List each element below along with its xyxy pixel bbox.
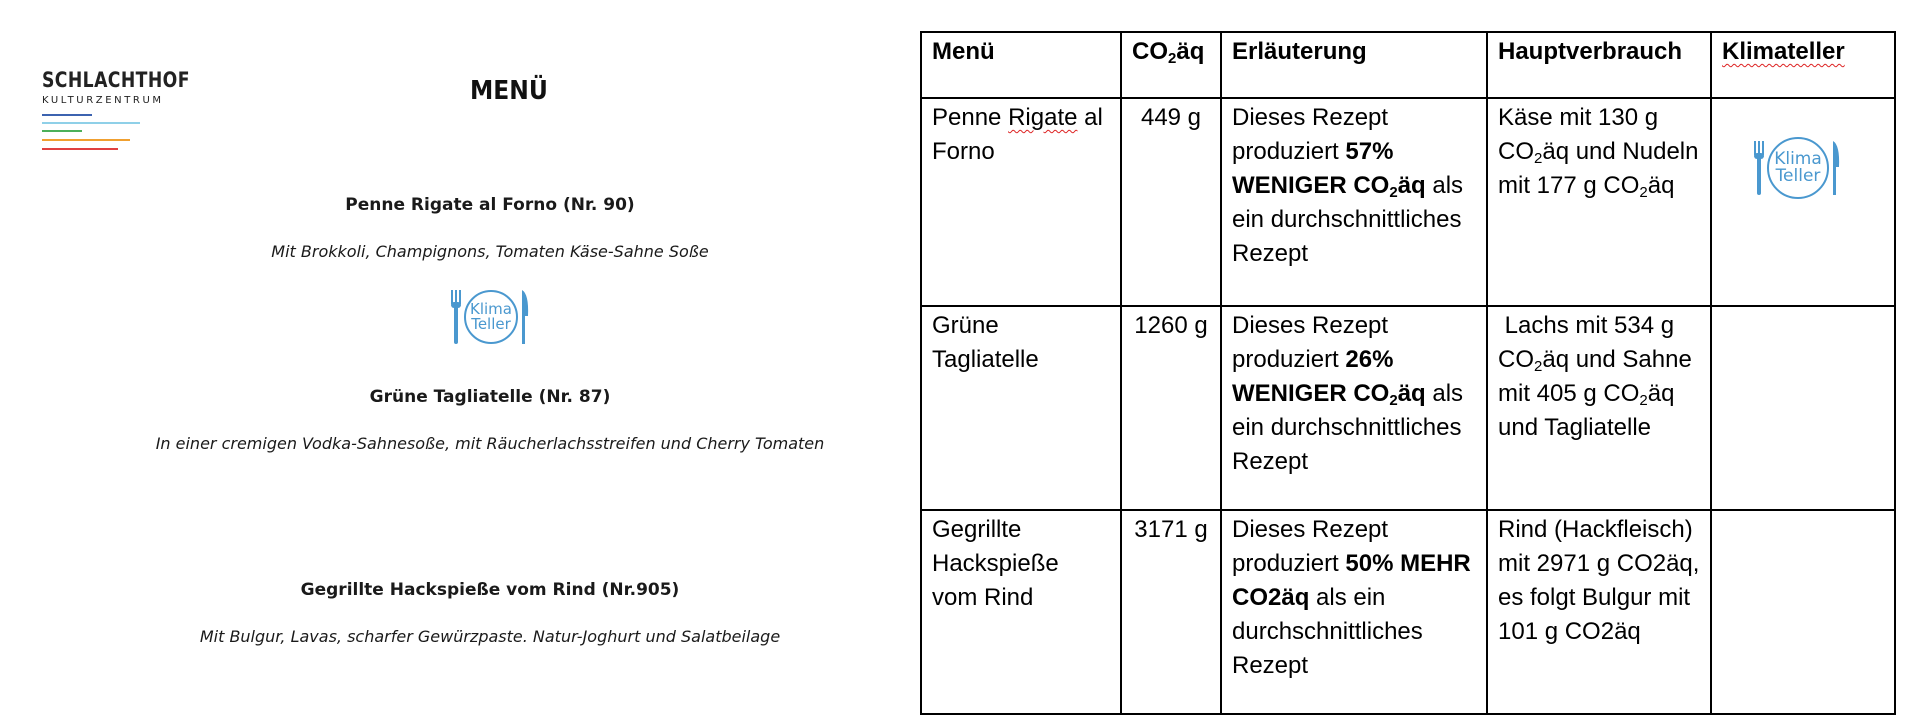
dish-name: Gegrillte Hackspieße vom Rind (Nr.905) — [300, 580, 680, 600]
cell-menu: Penne Rigate al Forno — [921, 98, 1121, 306]
plate-circle — [1767, 137, 1829, 199]
cell-explanation: Dieses Rezept produziert 50% MEHR CO2äq als ein durchschnittliches Rezept — [1221, 510, 1487, 714]
fork-icon — [451, 290, 461, 344]
klimateller-badge — [1754, 137, 1884, 199]
cell-menu: Grüne Tagliatelle — [921, 306, 1121, 510]
cell-main-consumption: Lachs mit 534 g $CO_2äq$ und Sahne mit 405 g $CO_2äq$ und Tagliatelle — [1487, 306, 1711, 510]
cell-explanation: Dieses Rezept produziert 26% WENIGER $CO_2äq$ als ein durchschnittliches Rezept — [1221, 306, 1487, 510]
dish-name: Penne Rigate al Forno (Nr. 90) — [345, 195, 635, 215]
table-row — [921, 510, 1895, 714]
logo-stripe — [42, 148, 118, 150]
logo-title: SCHLACHTHOF — [42, 68, 190, 92]
cell-klimateller — [1711, 98, 1895, 306]
cell-co2: 1260 g — [1121, 306, 1221, 510]
badge-line2: Teller — [1775, 166, 1821, 186]
dish-name: Grüne Tagliatelle (Nr. 87) — [369, 387, 611, 407]
header-co2: $CO_2äq$ — [1121, 32, 1221, 98]
cell-explanation: Dieses Rezept produziert 57% WENIGER $CO_2äq$ als ein durchschnittliches Rezept — [1221, 98, 1487, 306]
header-menu: Menü — [921, 32, 1121, 98]
table-row — [921, 98, 1895, 306]
knife-icon — [1832, 138, 1840, 198]
cell-main-consumption: Rind (Hackfleisch) mit 2971 g CO2äq, es folgt Bulgur mit 101 g CO2äq — [1487, 510, 1711, 714]
knife-icon — [521, 290, 529, 344]
logo-stripe — [42, 114, 92, 116]
logo-subtitle: KULTURZENTRUM — [42, 95, 164, 106]
fork-icon — [1754, 138, 1764, 198]
cell-co2: 449 g — [1121, 98, 1221, 306]
logo-stripe — [42, 130, 82, 132]
cell-main-consumption: Käse mit 130 g $CO_2äq$ und Nudeln mit 177 g $CO_2äq$ — [1487, 98, 1711, 306]
table-header-row — [921, 32, 1895, 98]
logo-stripe — [42, 122, 140, 124]
dish-description: In einer cremigen Vodka-Sahnesoße, mit Räucherlachsstreifen und Cherry Tomaten — [155, 434, 825, 453]
header-main-consumption: Hauptverbrauch — [1487, 32, 1711, 98]
menu-title: MENÜ — [470, 76, 548, 106]
cell-co2: 3171 g — [1121, 510, 1221, 714]
dish-description: Mit Bulgur, Lavas, scharfer Gewürzpaste. Natur-Joghurt und Salatbeilage — [199, 627, 781, 646]
badge-line1: Klima — [470, 300, 512, 318]
badge-line1: Klima — [1774, 149, 1822, 169]
badge-line2: Teller — [471, 315, 511, 333]
klimateller-badge — [451, 290, 529, 344]
header-explanation: Erläuterung — [1221, 32, 1487, 98]
dish-description: Mit Brokkoli, Champignons, Tomaten Käse-Sahne Soße — [271, 242, 709, 261]
header-klimateller: Klimateller — [1711, 32, 1895, 98]
co2-comparison-table — [920, 31, 1896, 715]
logo-stripe — [42, 139, 130, 141]
cell-menu: Gegrillte Hackspieße vom Rind — [921, 510, 1121, 714]
table-row — [921, 306, 1895, 510]
plate-circle — [464, 290, 518, 344]
cell-klimateller — [1711, 306, 1895, 510]
schlachthof-logo — [42, 68, 202, 158]
cell-klimateller — [1711, 510, 1895, 714]
